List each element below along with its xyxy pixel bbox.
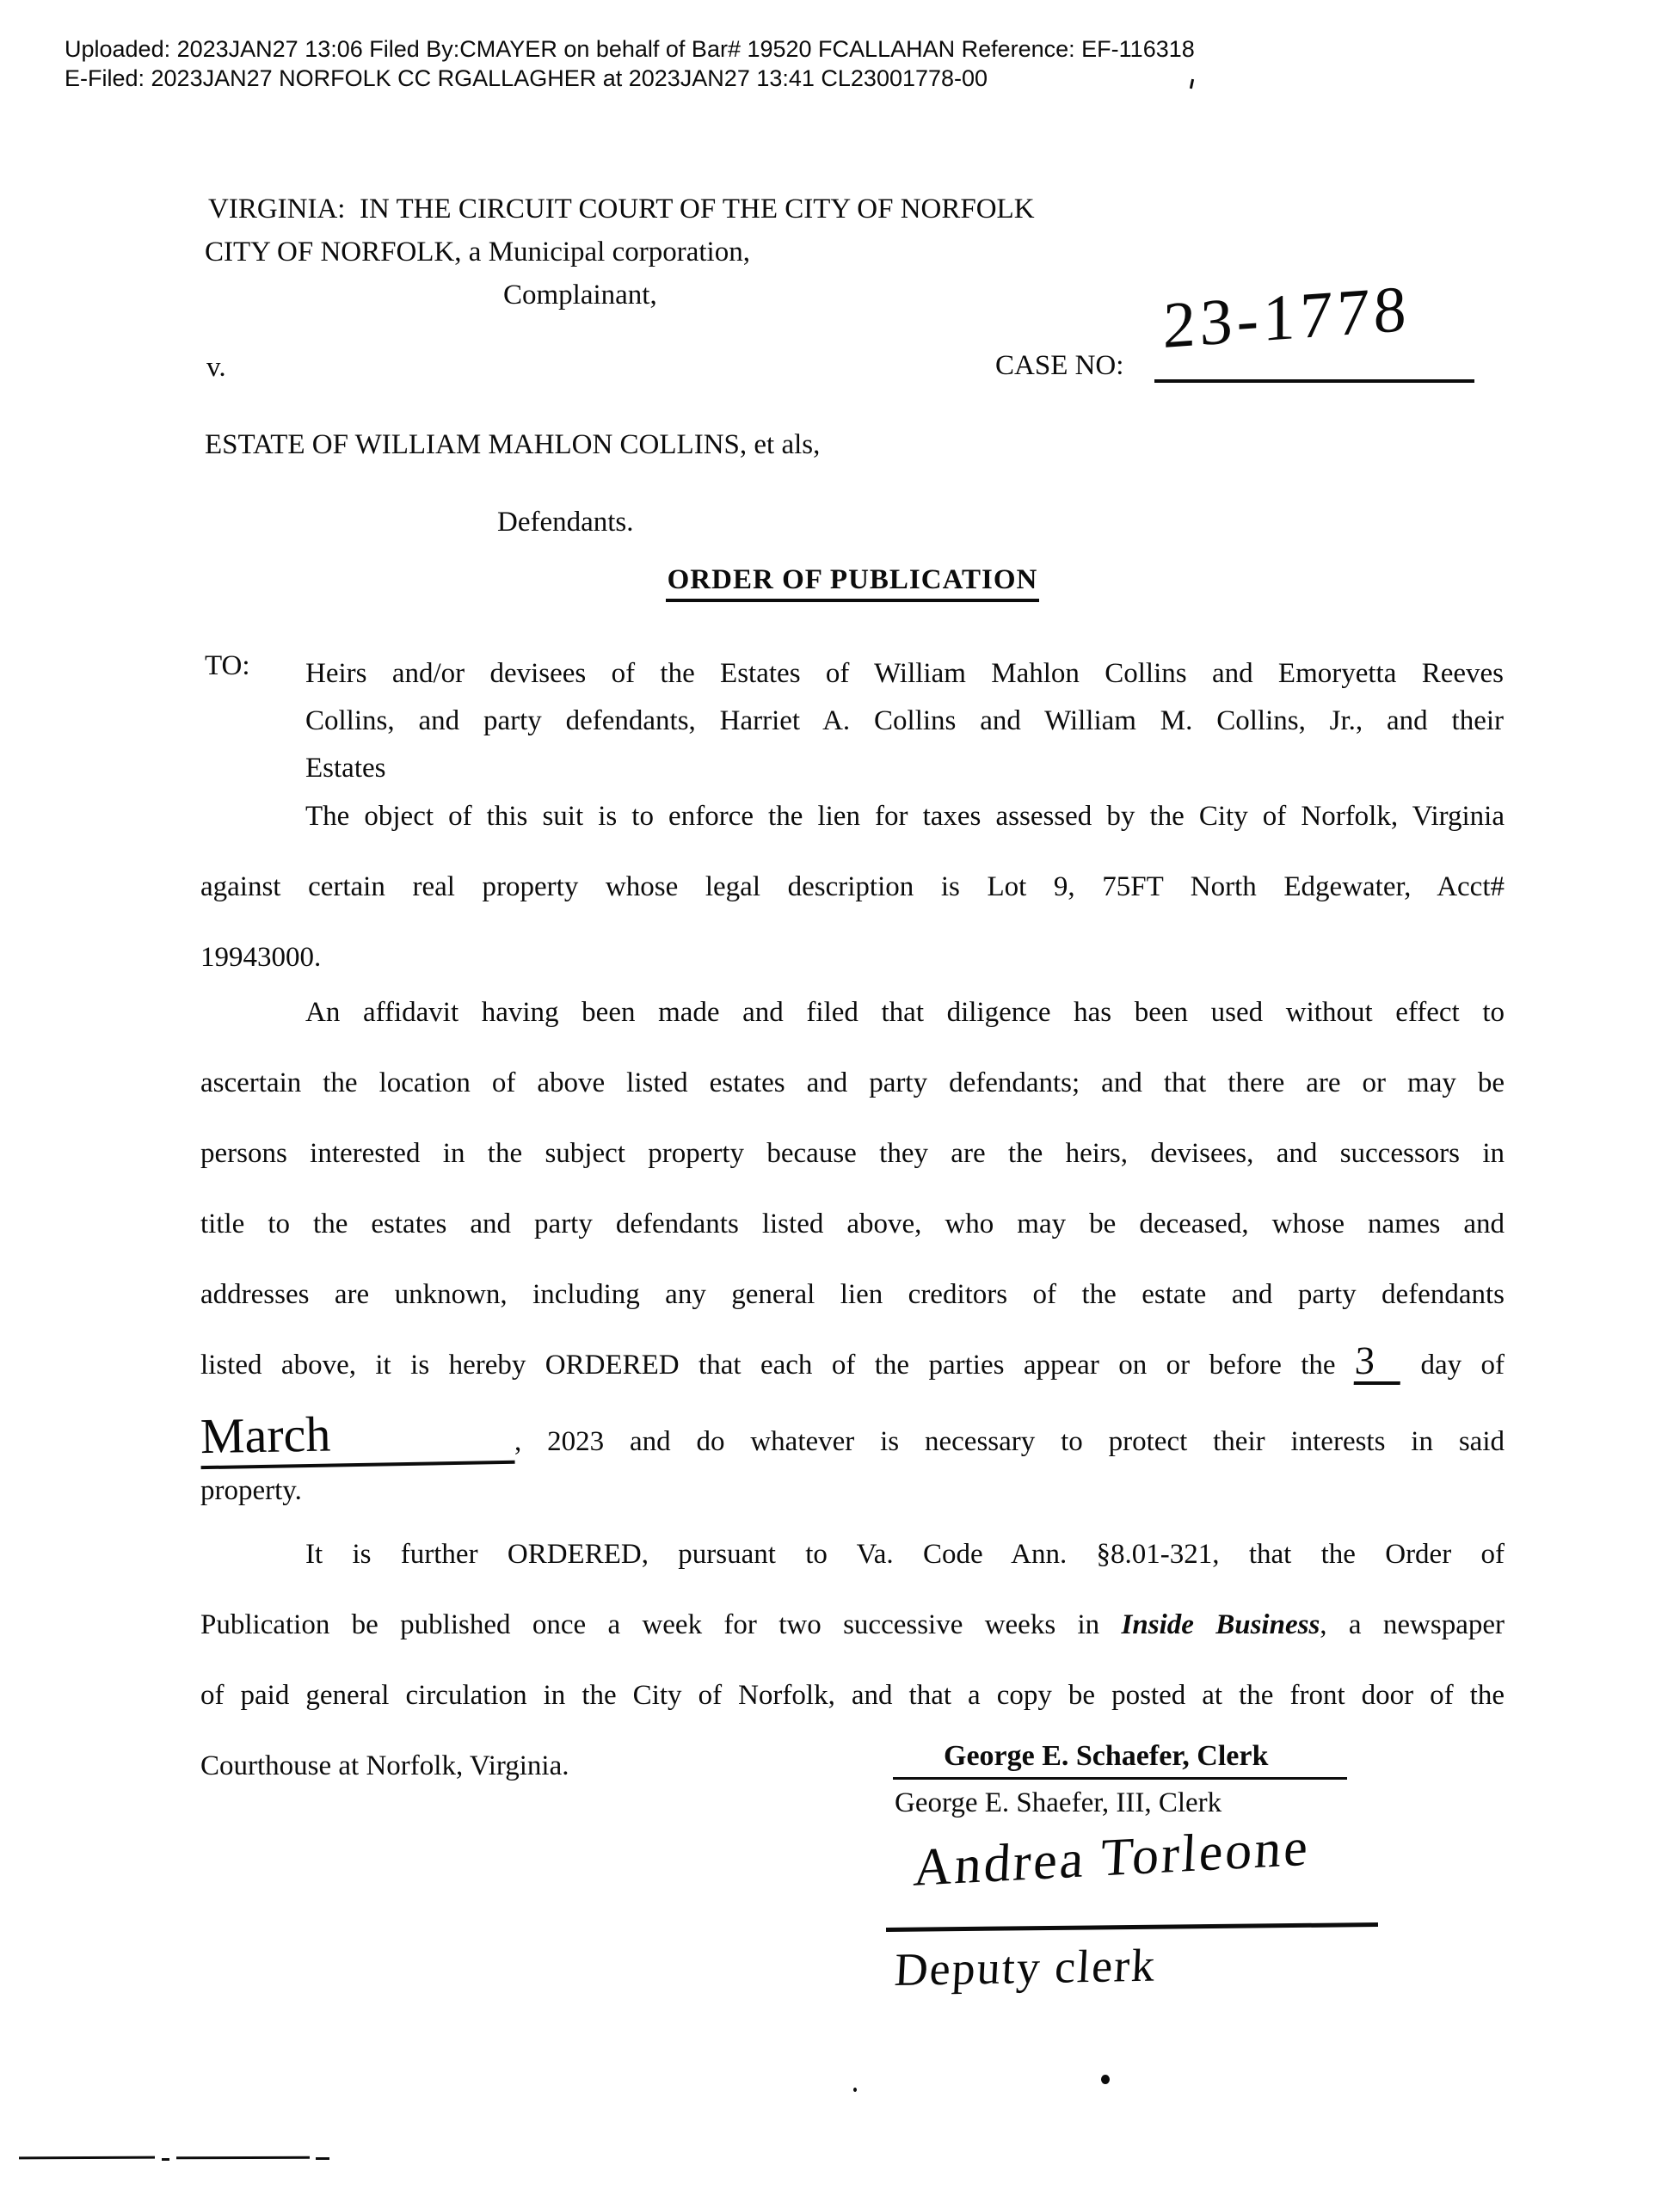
body-line-with-newspaper (200, 1590, 1505, 1660)
bottom-scan-line-segment (316, 2157, 329, 2160)
ordered-line-text: listed above, it is hereby ORDERED that each of the parties appear on or before the (200, 1350, 1336, 1381)
clerk-name-typed: George E. Shaefer, III, Clerk (895, 1787, 1222, 1818)
document-title: ORDER OF PUBLICATION (666, 564, 1040, 602)
scan-dot (1101, 2075, 1110, 2084)
body-line: title to the estates and party defendants listed above, who may be deceased, whose names and (200, 1209, 1505, 1239)
body-line: The object of this suit is to enforce the lien for taxes assessed by the City of Norfolk, Virginia (305, 801, 1505, 832)
body-line: addresses are unknown, including any general lien creditors of the estate and party defendants (200, 1279, 1505, 1310)
scan-speck (1190, 79, 1194, 89)
deputy-clerk-signature-handwritten: Andrea Torleone (912, 1818, 1312, 1898)
clerk-signature-rule (893, 1777, 1347, 1780)
caption-court-line: VIRGINIA: IN THE CIRCUIT COURT OF THE CITY OF NORFOLK (208, 194, 1035, 225)
bottom-scan-line-segment (176, 2156, 310, 2160)
body-line: Courthouse at Norfolk, Virginia. (200, 1750, 569, 1781)
month-handwritten: March (200, 1404, 514, 1469)
paragraph-affidavit (200, 977, 1505, 1400)
to-label: TO: (205, 650, 250, 681)
body-line: persons interested in the subject property because they are the heirs, devisees, and successors in (200, 1138, 1505, 1169)
scan-speck (853, 2088, 857, 2092)
body-line: of paid general circulation in the City of Norfolk, and that a copy be posted at the front door of the (200, 1680, 1505, 1711)
body-line: against certain real property whose legal description is Lot 9, 75FT North Edgewater, Acct# (200, 871, 1505, 902)
bottom-scan-line-segment (162, 2158, 169, 2161)
caption-versus: v. (206, 352, 226, 383)
caption-plaintiff-role: Complainant, (503, 280, 657, 311)
bottom-scan-line-segment (19, 2156, 155, 2160)
newspaper-name: Inside Business (1121, 1609, 1320, 1640)
to-block (305, 650, 1504, 792)
document-title-row (200, 564, 1505, 602)
clerk-name-bold: George E. Schaefer, Clerk (944, 1740, 1269, 1772)
caption-defendant-role: Defendants. (497, 507, 634, 538)
body-line: property. (200, 1475, 302, 1506)
paragraph-object-of-suit (200, 781, 1505, 993)
paragraph-publication-order (200, 1519, 1505, 1801)
body-line-with-day-blank (200, 1330, 1505, 1400)
case-number-label: CASE NO: (995, 350, 1124, 381)
to-text-line: Collins, and party defendants, Harriet A. Collins and William M. Collins, Jr., and their (305, 705, 1504, 736)
efiling-stamp-line-1: Uploaded: 2023JAN27 13:06 Filed By:CMAYER on behalf of Bar# 19520 FCALLAHAN Reference: EF-116318 (65, 36, 1195, 62)
to-text-line: Estates (305, 753, 386, 784)
body-line: It is further ORDERED, pursuant to Va. Code Ann. §8.01-321, that the Order of (305, 1539, 1505, 1570)
deputy-clerk-title-handwritten: Deputy clerk (893, 1939, 1158, 1996)
day-handwritten: 3 (1354, 1340, 1403, 1385)
body-line: 19943000. (200, 942, 322, 973)
efiling-stamp-line-2: E-Filed: 2023JAN27 NORFOLK CC RGALLAGHER at 2023JAN27 13:41 CL23001778-00 (65, 65, 988, 91)
caption-defendant-line: ESTATE OF WILLIAM MAHLON COLLINS, et als, (205, 429, 821, 460)
deputy-signature-underline (886, 1922, 1378, 1932)
publication-line-text: Publication be published once a week for two successive weeks in (200, 1609, 1100, 1640)
body-line: An affidavit having been made and filed that diligence has been used without effect to (305, 997, 1505, 1028)
caption-plaintiff-line: CITY OF NORFOLK, a Municipal corporation, (205, 237, 750, 268)
case-number-underline (1154, 379, 1474, 383)
day-suffix-text: day of (1420, 1350, 1505, 1381)
month-line-text: , 2023 and do whatever is necessary to protect their interests in said (514, 1426, 1505, 1457)
body-line: ascertain the location of above listed estates and party defendants; and that there are or may be (200, 1067, 1505, 1098)
publication-line-text: , a newspaper (1320, 1609, 1505, 1640)
case-number-handwritten: 23-1778 (1163, 272, 1411, 362)
to-text-line: Heirs and/or devisees of the Estates of William Mahlon Collins and Emoryetta Reeves (305, 658, 1504, 689)
